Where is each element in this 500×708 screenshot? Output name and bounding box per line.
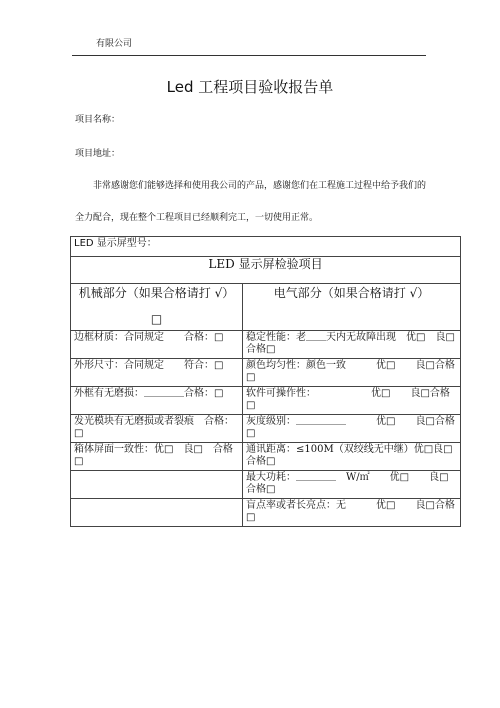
row-5-left: 箱体屏面一致性：优□ 良□ 合格□ bbox=[71, 443, 243, 471]
row-2-left: 外形尺寸：合同规定 符合：□ bbox=[71, 359, 243, 387]
row-6-left bbox=[71, 471, 243, 499]
row-4-right: 灰度级别：＿＿＿＿＿ 优□ 良□合格□ bbox=[243, 415, 461, 443]
led-model-field: LED 显示屏型号： bbox=[71, 237, 461, 257]
row-4-left: 发光模块有无磨损或者裂痕 合格：□ bbox=[71, 415, 243, 443]
company-header: 有限公司 bbox=[96, 39, 133, 49]
row-7-left bbox=[71, 499, 243, 527]
electrical-header: 电气部分（如果合格请打 √） bbox=[243, 284, 461, 331]
document-title bbox=[0, 76, 500, 97]
intro-line-2: 全力配合，现在整个工程项目已经顺利完工，一切使用正常。 bbox=[75, 213, 319, 223]
intro-line-1: 非常感谢您们能够选择和使用我公司的产品，感谢您们在工程施工过程中给予我们的 bbox=[93, 181, 427, 191]
project-address-field: 项目地址： bbox=[75, 149, 121, 159]
project-name-field: 项目名称： bbox=[75, 115, 121, 125]
row-3-right: 软件可操作性： 优□ 良□合格□ bbox=[243, 387, 461, 415]
row-1-right: 稳定性能：老＿＿天内无故障出现 优□ 良□合格□ bbox=[243, 331, 461, 359]
row-2-right: 颜色均匀性：颜色一致 优□ 良□合格□ bbox=[243, 359, 461, 387]
row-6-right: 最大功耗：＿＿＿＿ W/㎡ 优□ 良□合格□ bbox=[243, 471, 461, 499]
mechanical-checkbox[interactable]: □ bbox=[150, 312, 163, 326]
title-main: 工程项目验收报告单 bbox=[198, 78, 334, 96]
row-1-left: 边框材质：合同规定 合格：□ bbox=[71, 331, 243, 359]
title-prefix: Led bbox=[166, 78, 194, 96]
row-7-right: 盲点率或者长亮点：无 优□ 良□合格□ bbox=[243, 499, 461, 527]
row-5-right: 通讯距离：≤100M（双绞线无中继）优□良□合格□ bbox=[243, 443, 461, 471]
header-rule bbox=[72, 55, 426, 56]
mechanical-header-cell bbox=[71, 284, 243, 331]
section-title: LED 显示屏检验项目 bbox=[71, 257, 461, 284]
mechanical-header: 机械部分（如果合格请打 √） bbox=[78, 286, 235, 300]
row-3-left: 外框有无磨损：＿＿＿＿合格：□ bbox=[71, 387, 243, 415]
inspection-table bbox=[70, 236, 461, 527]
